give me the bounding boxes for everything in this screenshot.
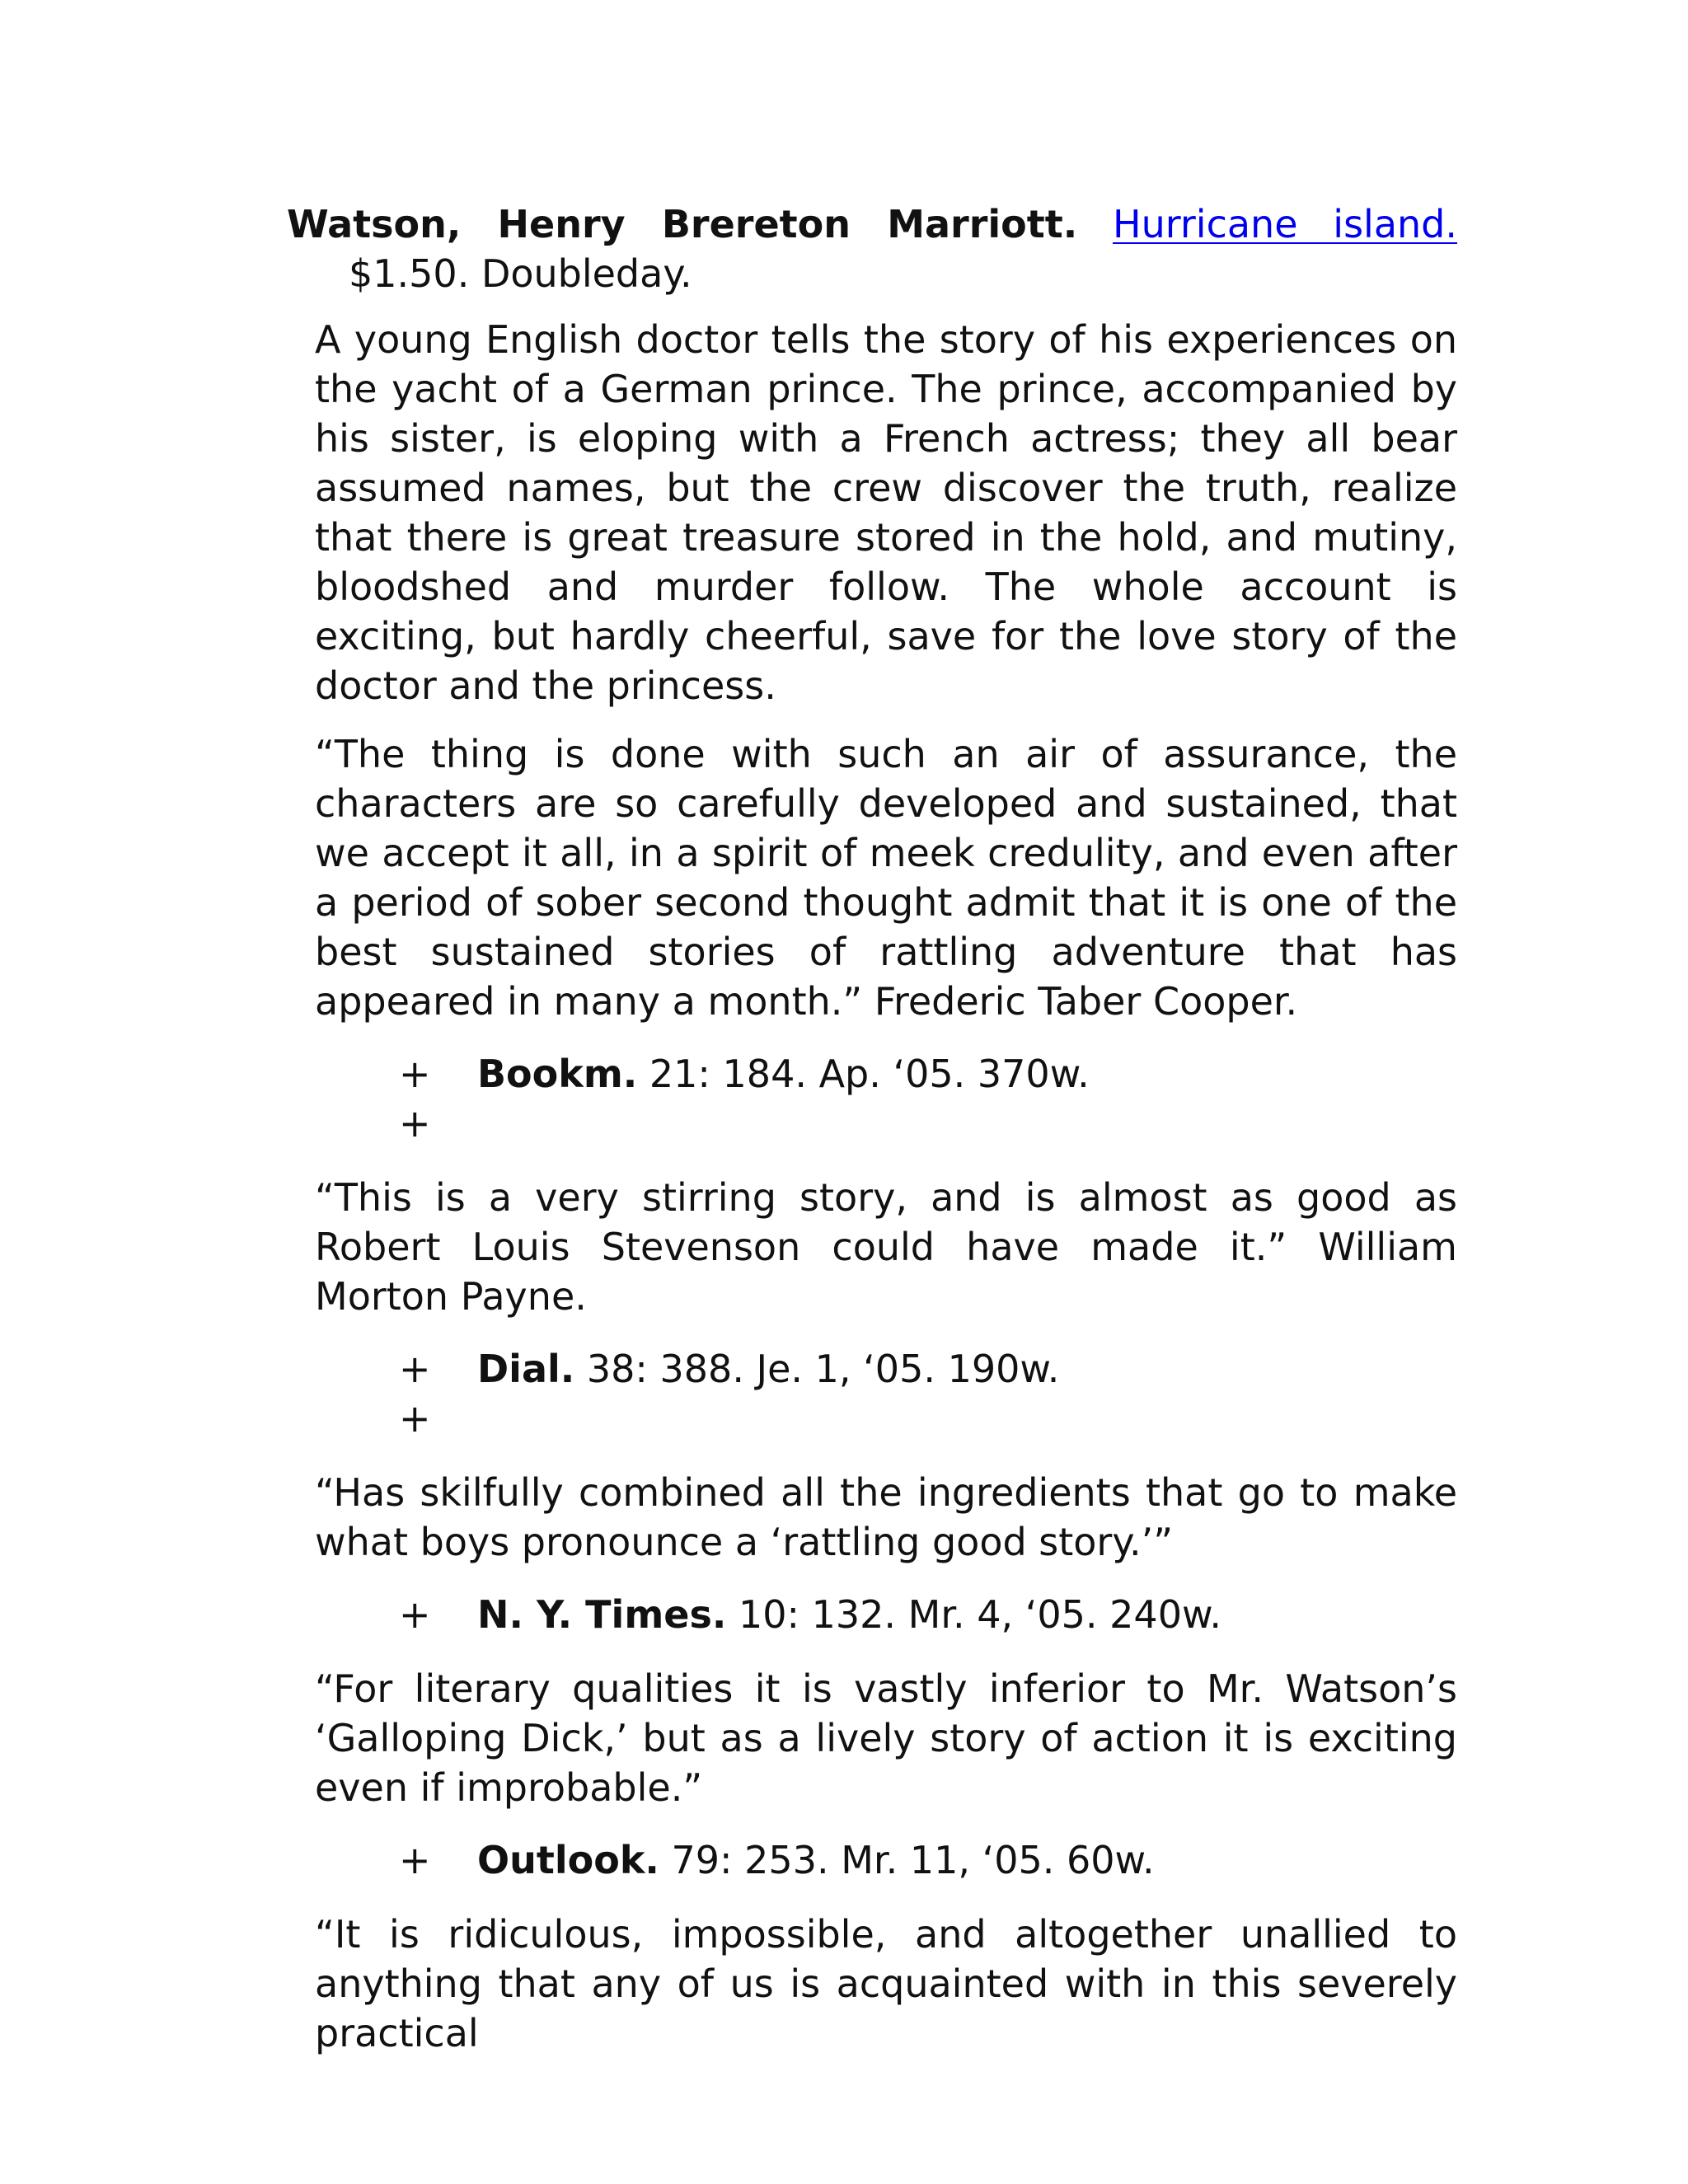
review-quote: “The thing is done with such an air of assurance, the characters are so carefully developed and sustained, that we accept it all, in a spirit of meek credulity, and even after a period of sober second thought admit that it is one of the best sustained stories of rattling adventure that has appeared in many a month.” Frederic Taber Cooper. <box>315 732 1457 1024</box>
citation-text <box>477 1344 1059 1443</box>
rating-mark: + <box>399 1101 431 1146</box>
citation-source: Outlook. <box>477 1838 659 1882</box>
rating-marks <box>399 1049 477 1148</box>
citation-source: N. Y. Times. <box>477 1592 727 1637</box>
review-quote: “Has skilfully combined all the ingredients that go to make what boys pronounce a ‘rattling good story.’” <box>315 1470 1457 1564</box>
citation-text <box>477 1049 1090 1148</box>
trailing-quote: “It is ridiculous, impossible, and altogether unallied to anything that any of us is acquainted with in this severely practical <box>315 1912 1457 2055</box>
review-citation <box>399 1049 1457 1148</box>
rating-mark: + <box>399 1396 431 1441</box>
citation-text <box>477 1835 1155 1885</box>
review-citation <box>399 1590 1457 1639</box>
rating-mark: + <box>399 1347 431 1391</box>
summary-paragraph: A young English doctor tells the story of his experiences on the yacht of a German prince. The prince, accompanied by his sister, is eloping with a French actress; they all bear assumed names, but the crew discover the truth, realize that there is great treasure stored in the hold, and mutiny, bloodshed and murder follow. The whole account is exciting, but hardly cheerful, save for the love story of the doctor and the princess. <box>315 317 1457 708</box>
entry-price: $1.50. <box>349 251 470 296</box>
review-quote: “For literary qualities it is vastly inferior to Mr. Watson’s ‘Galloping Dick,’ but as a lively story of action it is exciting even if improbable.” <box>315 1666 1457 1810</box>
entry-title-link[interactable]: Hurricane island. <box>1113 202 1457 246</box>
citation-source: Bookm. <box>477 1052 638 1096</box>
citation-ref: 79: 253. Mr. 11, ‘05. 60w. <box>671 1838 1155 1882</box>
rating-mark: + <box>399 1592 431 1637</box>
review-quote: “This is a very stirring story, and is almost as good as Robert Louis Stevenson could have made it.” William Morton Payne. <box>315 1175 1457 1319</box>
rating-marks <box>399 1835 477 1885</box>
rating-marks <box>399 1590 477 1639</box>
entry-publisher: Doubleday. <box>481 251 692 296</box>
review-citation <box>399 1344 1457 1443</box>
rating-marks <box>399 1344 477 1443</box>
citation-ref: 21: 184. Ap. ‘05. 370w. <box>649 1052 1090 1096</box>
review-citation <box>399 1835 1457 1885</box>
document-page <box>287 199 1457 2077</box>
rating-mark: + <box>399 1052 431 1096</box>
citation-text <box>477 1590 1221 1639</box>
citation-source: Dial. <box>477 1347 575 1391</box>
citation-ref: 38: 388. Je. 1, ‘05. 190w. <box>586 1347 1060 1391</box>
entry-heading <box>287 199 1457 298</box>
rating-mark: + <box>399 1838 431 1882</box>
entry-author: Watson, Henry Brereton Marriott. <box>287 202 1078 246</box>
citation-ref: 10: 132. Mr. 4, ‘05. 240w. <box>738 1592 1221 1637</box>
